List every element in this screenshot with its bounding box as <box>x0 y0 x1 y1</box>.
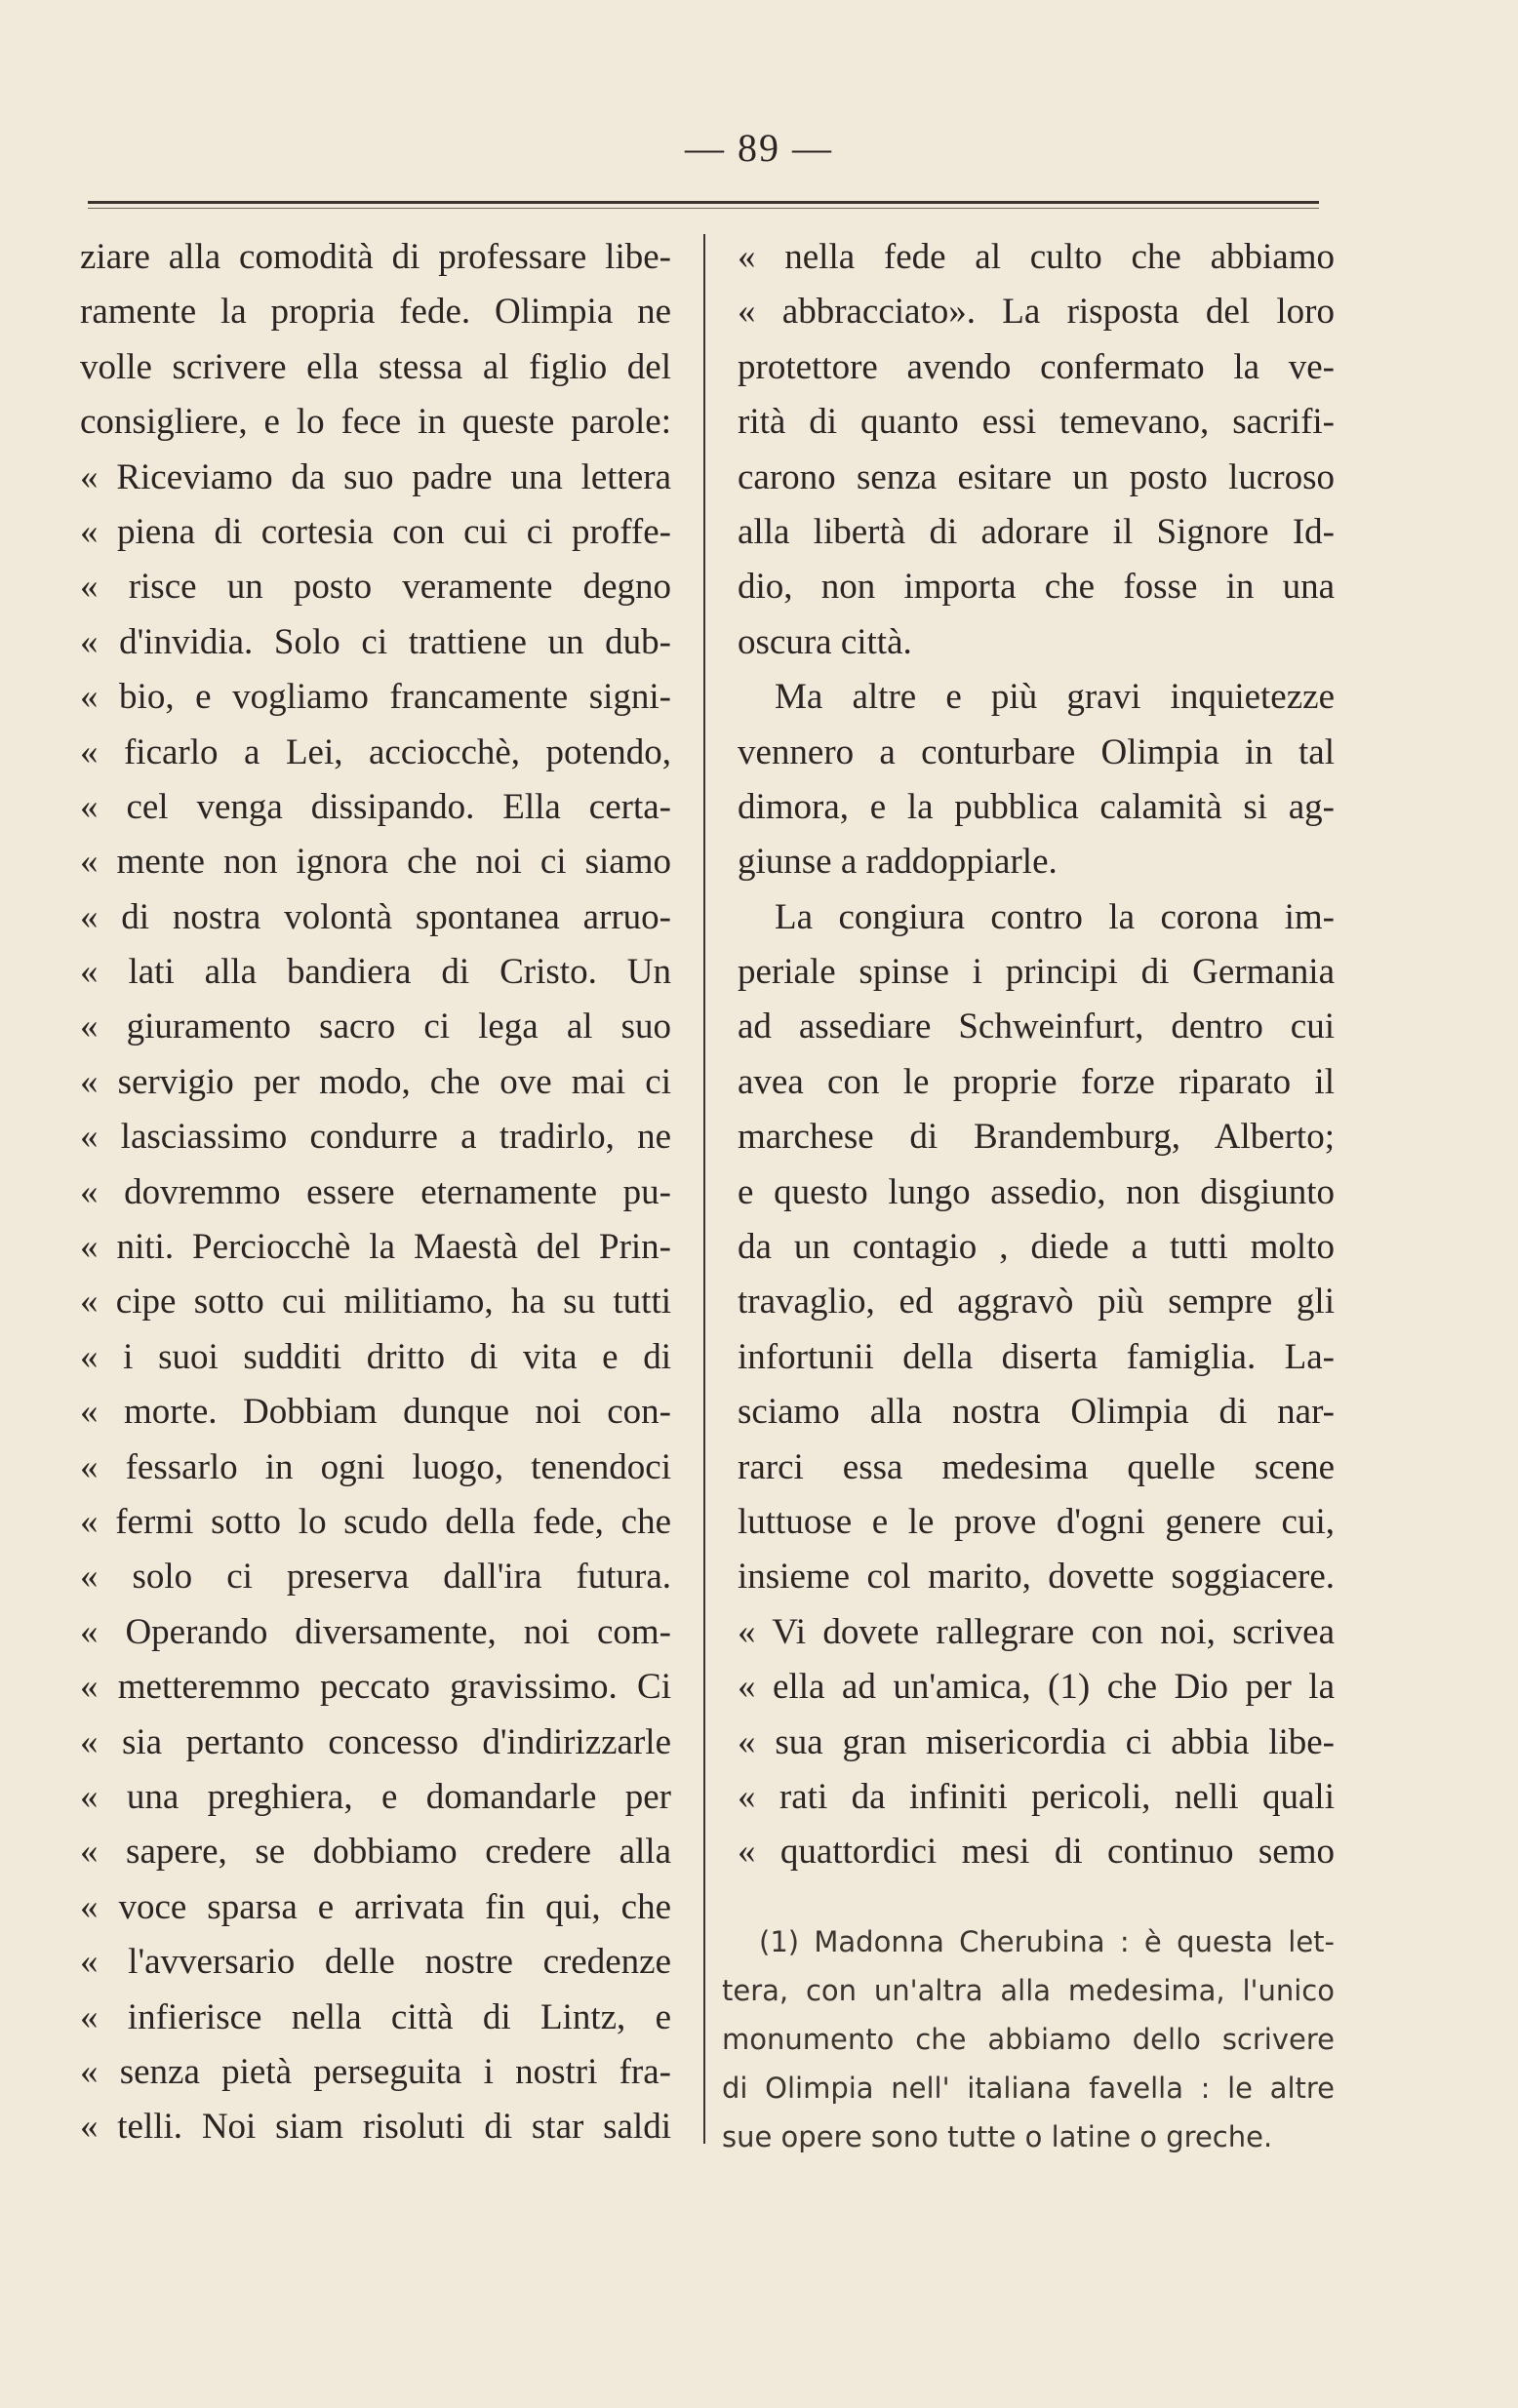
left-column-line: « d'invidia. Solo ci trattiene un dub- <box>80 621 671 662</box>
left-column-line: « ficarlo a Lei, acciocchè, potendo, <box>80 731 671 772</box>
left-column-line: « mente non ignora che noi ci siamo <box>80 842 671 883</box>
left-column-line: « giuramento sacro ci lega al suo <box>80 1007 671 1047</box>
left-column-line: « fessarlo in ogni luogo, tenendoci <box>80 1446 671 1487</box>
left-column-line: « cipe sotto cui militiamo, ha su tutti <box>80 1282 671 1322</box>
right-column-line: avea con le proprie forze riparato il <box>738 1061 1335 1102</box>
page-number: — 89 — <box>685 126 833 170</box>
left-column-line: « dovremmo essere eternamente pu- <box>80 1171 671 1212</box>
left-column-line: « sapere, se dobbiamo credere alla <box>80 1832 671 1873</box>
left-column-line: « Operando diversamente, noi com- <box>80 1611 671 1652</box>
footnote-line: di Olimpia nell' italiana favella : le altre <box>722 2072 1335 2105</box>
right-column-line: alla libertà di adorare il Signore Id- <box>738 511 1335 552</box>
left-column-line: « fermi sotto lo scudo della fede, che <box>80 1501 671 1542</box>
left-column-line: « voce sparsa e arrivata fin qui, che <box>80 1886 671 1927</box>
left-column-line: « metteremmo peccato gravissimo. Ci <box>80 1667 671 1708</box>
header-rule-thin <box>88 208 1319 209</box>
footnote-line: (1) Madonna Cherubina : è questa let- <box>759 1925 1335 1958</box>
right-column-line: dio, non importa che fosse in una <box>738 567 1335 608</box>
right-column-line: « ella ad un'amica, (1) che Dio per la <box>738 1667 1335 1708</box>
left-column-line: « l'avversario delle nostre credenze <box>80 1942 671 1983</box>
right-column-line: da un contagio , diede a tutti molto <box>738 1227 1335 1268</box>
left-column-line: « solo ci preserva dall'ira futura. <box>80 1557 671 1598</box>
right-column-line: « quattordici mesi di continuo semo <box>738 1832 1335 1873</box>
left-column-line: « niti. Perciocchè la Maestà del Prin- <box>80 1227 671 1268</box>
left-column-line: « cel venga dissipando. Ella certa- <box>80 786 671 827</box>
left-column-line: « bio, e vogliamo francamente signi- <box>80 677 671 718</box>
right-column-line: insieme col marito, dovette soggiacere. <box>738 1557 1335 1598</box>
right-column-line: « nella fede al culto che abbiamo <box>738 237 1335 277</box>
left-column-line: ramente la propria fede. Olimpia ne <box>80 292 671 333</box>
column-divider <box>703 234 705 2144</box>
left-column-line: « i suoi sudditi dritto di vita e di <box>80 1336 671 1377</box>
left-column-line: « servigio per modo, che ove mai ci <box>80 1061 671 1102</box>
right-column-line: Ma altre e più gravi inquietezze <box>775 677 1335 718</box>
left-column-line: « lasciassimo condurre a tradirlo, ne <box>80 1117 671 1158</box>
right-column-line: protettore avendo confermato la ve- <box>738 346 1335 387</box>
right-column-line: vennero a conturbare Olimpia in tal <box>738 731 1335 772</box>
right-column-line: La congiura contro la corona im- <box>775 896 1335 937</box>
left-column-line: « Riceviamo da suo padre una lettera <box>80 456 671 497</box>
right-column-line: periale spinse i principi di Germania <box>738 952 1335 993</box>
left-column-line: consigliere, e lo fece in queste parole: <box>80 402 671 443</box>
footnote <box>722 1917 1335 2161</box>
left-column-line: « una preghiera, e domandarle per <box>80 1776 671 1817</box>
right-column-line: sciamo alla nostra Olimpia di nar- <box>738 1392 1335 1433</box>
left-column-line: « senza pietà perseguita i nostri fra- <box>80 2051 671 2092</box>
left-column-line: « telli. Noi siam risoluti di star saldi <box>80 2107 671 2148</box>
left-column-line: « piena di cortesia con cui ci proffe- <box>80 511 671 552</box>
right-column-line: marchese di Brandemburg, Alberto; <box>738 1117 1335 1158</box>
right-column-line: e questo lungo assedio, non disgiunto <box>738 1171 1335 1212</box>
footnote-line: tera, con un'altra alla medesima, l'unico <box>722 1974 1335 2007</box>
left-column-line: « infierisce nella città di Lintz, e <box>80 1996 671 2037</box>
right-column-line: « abbracciato». La risposta del loro <box>738 292 1335 333</box>
left-column-line: « lati alla bandiera di Cristo. Un <box>80 952 671 993</box>
right-column-line: rità di quanto essi temevano, sacrifi- <box>738 402 1335 443</box>
right-column <box>738 230 1335 1880</box>
right-column-line: luttuose e le prove d'ogni genere cui, <box>738 1501 1335 1542</box>
right-column-line: dimora, e la pubblica calamità si ag- <box>738 786 1335 827</box>
left-column-line: ziare alla comodità di professare libe- <box>80 237 671 277</box>
right-column-line: carono senza esitare un posto lucroso <box>738 456 1335 497</box>
right-column-line: « sua gran misericordia ci abbia libe- <box>738 1721 1335 1762</box>
left-column-line: « morte. Dobbiam dunque noi con- <box>80 1392 671 1433</box>
right-column-line: infortunii della diserta famiglia. La- <box>738 1336 1335 1377</box>
left-column-line: « risce un posto veramente degno <box>80 567 671 608</box>
right-column-line: giunse a raddoppiarle. <box>738 842 1058 883</box>
right-column-line: « Vi dovete rallegrare con noi, scrivea <box>738 1611 1335 1652</box>
left-column-line: « di nostra volontà spontanea arruo- <box>80 896 671 937</box>
right-column-line: rarci essa medesima quelle scene <box>738 1446 1335 1487</box>
left-column-line: « sia pertanto concesso d'indirizzarle <box>80 1721 671 1762</box>
left-column <box>80 230 671 2155</box>
right-column-line: ad assediare Schweinfurt, dentro cui <box>738 1007 1335 1047</box>
footnote-line: monumento che abbiamo dello scrivere <box>722 2023 1335 2056</box>
header-rule <box>88 201 1319 204</box>
right-column-line: oscura città. <box>738 621 912 662</box>
left-column-line: volle scrivere ella stessa al figlio del <box>80 346 671 387</box>
footnote-line: sue opere sono tutte o latine o greche. <box>722 2120 1273 2153</box>
right-column-line: « rati da infiniti pericoli, nelli quali <box>738 1776 1335 1817</box>
right-column-line: travaglio, ed aggravò più sempre gli <box>738 1282 1335 1322</box>
